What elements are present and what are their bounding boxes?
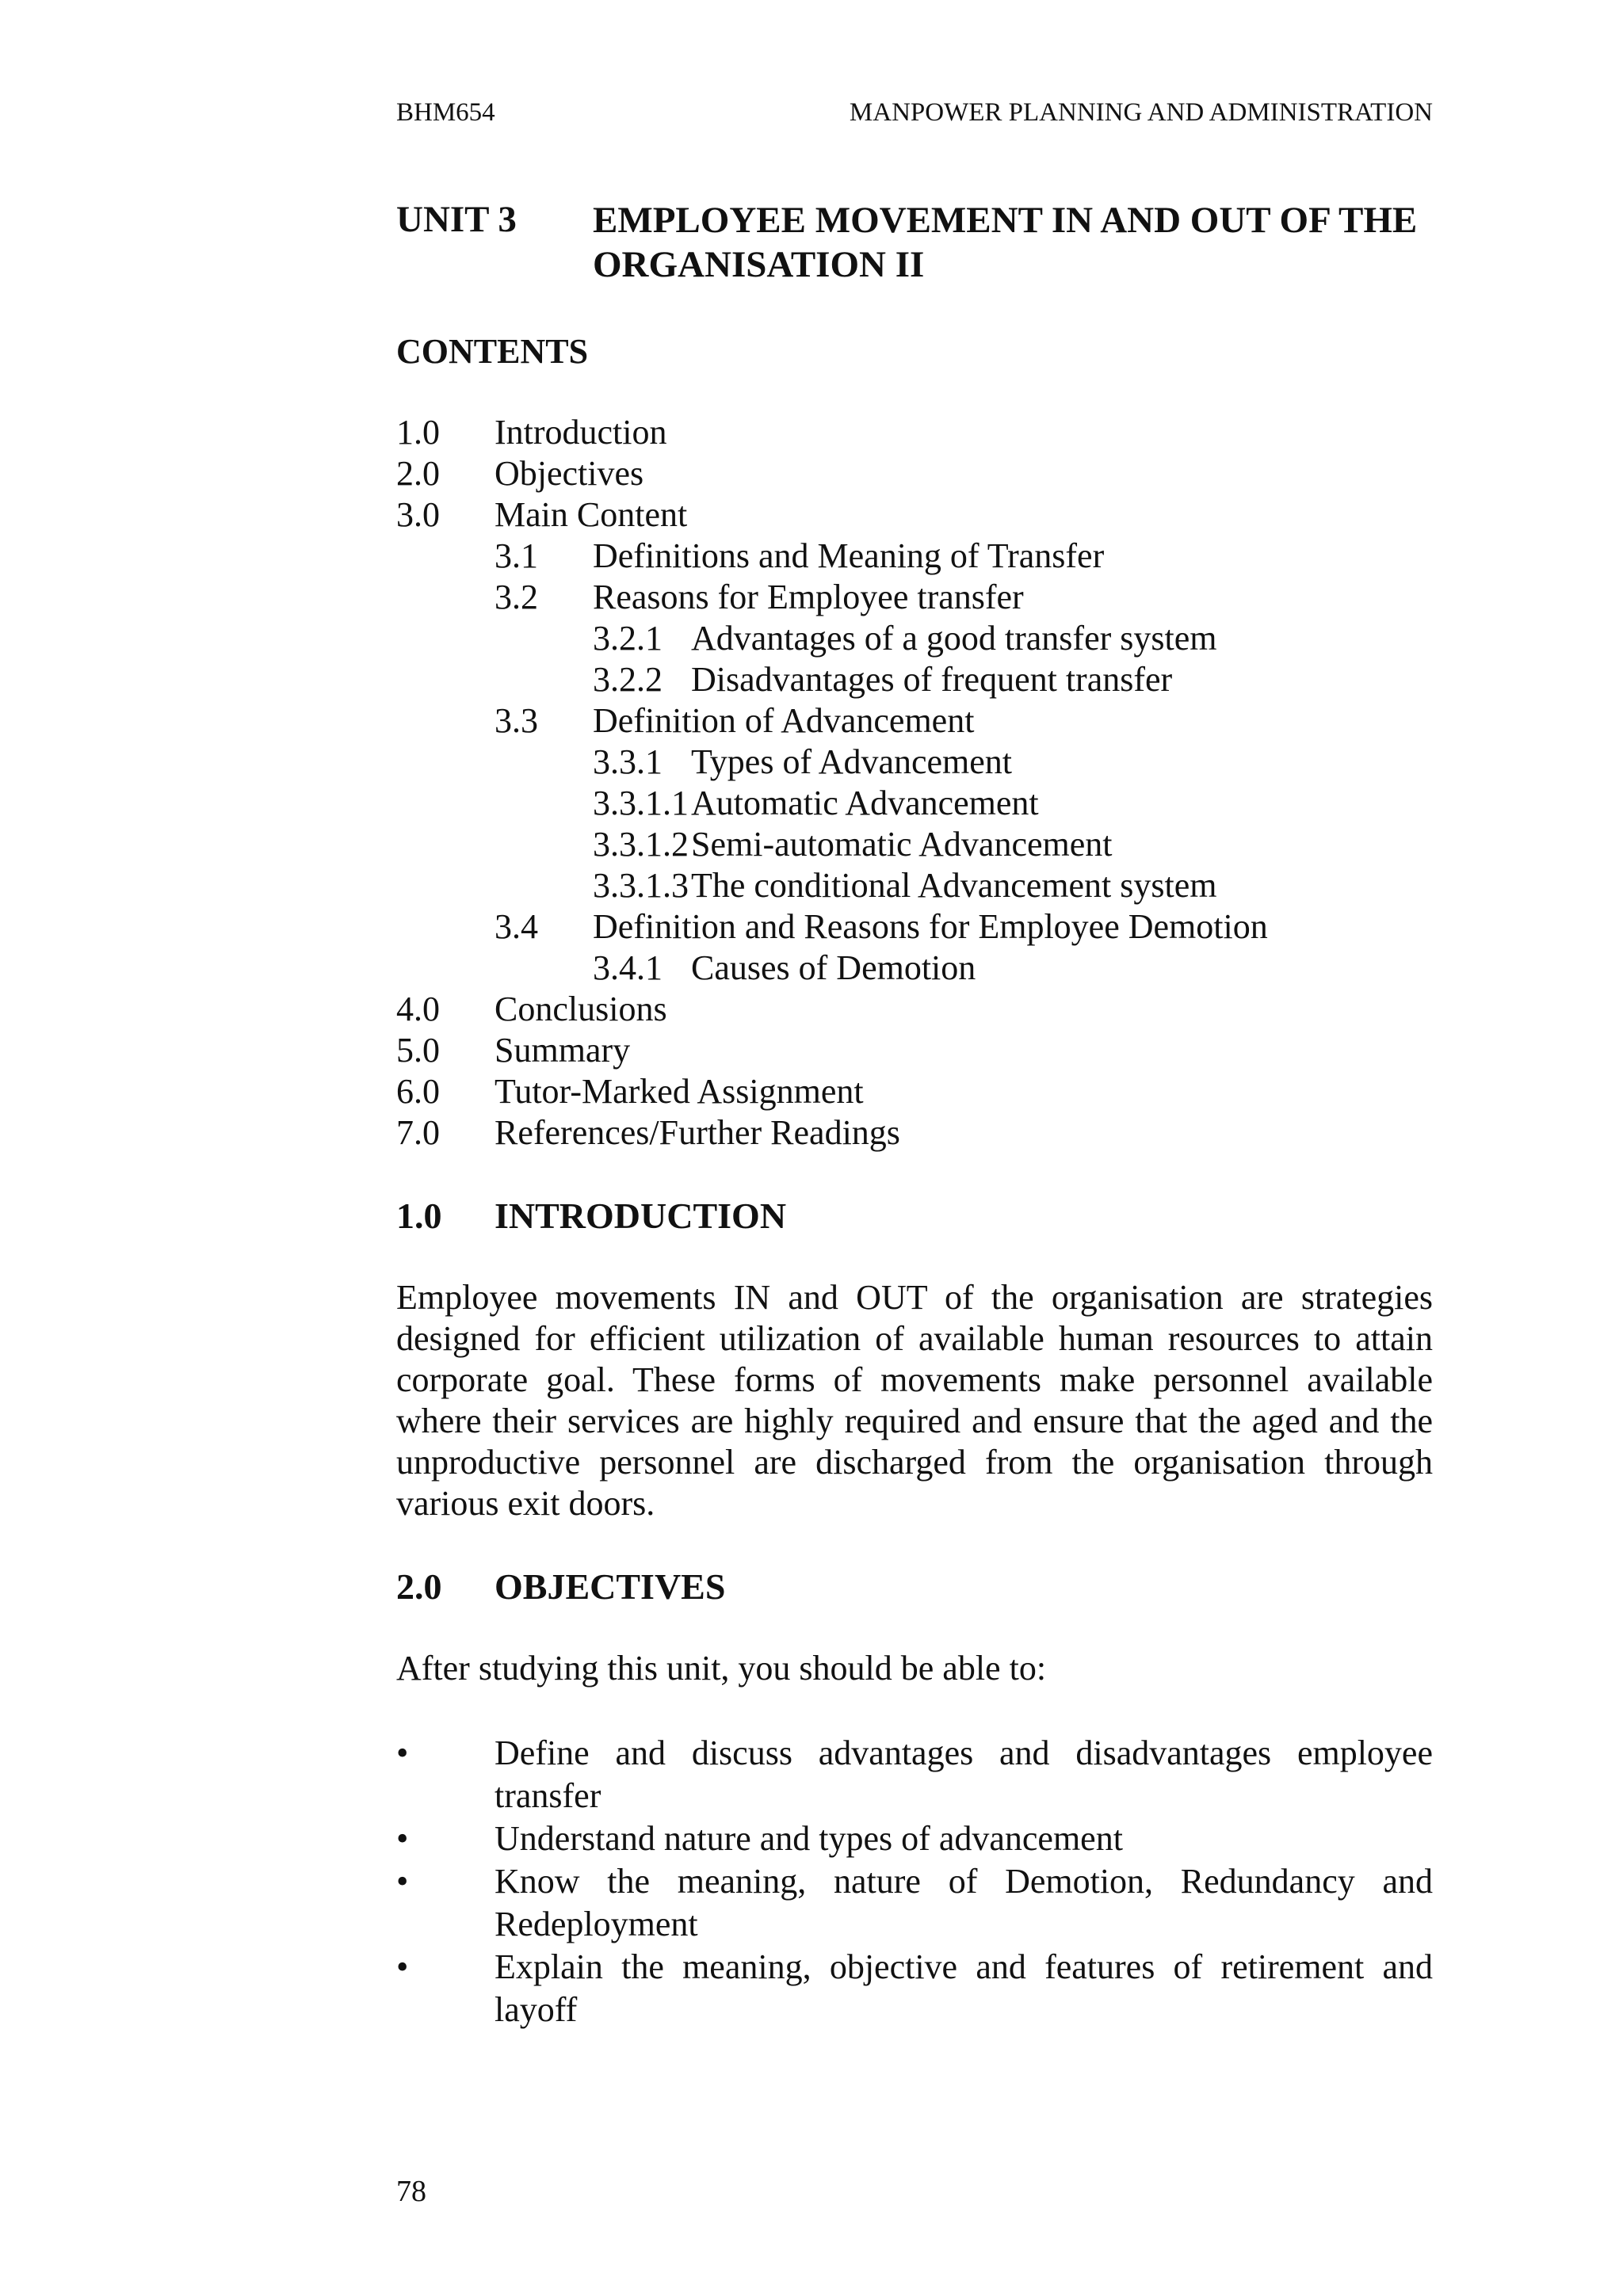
toc-item-label: Definition and Reasons for Employee Demotion bbox=[593, 907, 1268, 946]
objective-text: Explain the meaning, objective and features of retirement and layoff bbox=[495, 1947, 1433, 2029]
introduction-heading: INTRODUCTION bbox=[495, 1196, 787, 1236]
toc-item-number: 3.3.1 bbox=[593, 742, 663, 781]
objectives-lead: After studying this unit, you should be able to: bbox=[396, 1649, 1047, 1688]
objective-text: Define and discuss advantages and disadvantages employee transfer bbox=[495, 1733, 1433, 1815]
toc-item-number: 6.0 bbox=[396, 1072, 440, 1111]
toc-item-number: 3.3.1.1 bbox=[593, 784, 689, 822]
toc-item-number: 3.4 bbox=[495, 907, 538, 946]
running-header-course-code: BHM654 bbox=[396, 98, 495, 127]
bullet-icon: • bbox=[396, 1733, 409, 1772]
bullet-icon: • bbox=[396, 1819, 409, 1858]
toc-item-label: Advantages of a good transfer system bbox=[691, 619, 1217, 658]
toc-item-label: Semi-automatic Advancement bbox=[691, 825, 1113, 864]
toc-item-label: Conclusions bbox=[495, 990, 667, 1028]
objective-text: Know the meaning, nature of Demotion, Redundancy and Redeployment bbox=[495, 1862, 1433, 1943]
running-header-course-title: MANPOWER PLANNING AND ADMINISTRATION bbox=[849, 98, 1433, 127]
bullet-icon: • bbox=[396, 1862, 409, 1901]
objectives-number: 2.0 bbox=[396, 1566, 442, 1607]
introduction-paragraph: Employee movements IN and OUT of the organisation are strategies designed for efficient utilization of available human resources to attain corporate goal. These forms of movements make personnel available where their services are highly required and ensure that the aged and the unproductive personnel are discharged from the organisation through various exit doors. bbox=[396, 1278, 1433, 1523]
toc-item-label: Reasons for Employee transfer bbox=[593, 578, 1024, 616]
toc-item-number: 4.0 bbox=[396, 990, 440, 1028]
toc-item-label: The conditional Advancement system bbox=[691, 866, 1217, 905]
toc-item-number: 7.0 bbox=[396, 1113, 440, 1152]
toc-item-label: Automatic Advancement bbox=[691, 784, 1039, 822]
toc-item-label: Objectives bbox=[495, 454, 644, 493]
unit-number: UNIT 3 bbox=[396, 199, 517, 240]
toc-item-label: References/Further Readings bbox=[495, 1113, 900, 1152]
toc-item-number: 3.3.1.2 bbox=[593, 825, 689, 864]
toc-item-number: 3.2.2 bbox=[593, 660, 663, 699]
toc-item-label: Causes of Demotion bbox=[691, 948, 976, 987]
toc-item-number: 3.2 bbox=[495, 578, 538, 616]
page-number: 78 bbox=[396, 2175, 426, 2208]
toc-item-label: Tutor-Marked Assignment bbox=[495, 1072, 864, 1111]
toc-item-label: Introduction bbox=[495, 413, 667, 452]
toc-item-label: Summary bbox=[495, 1031, 631, 1070]
unit-title: EMPLOYEE MOVEMENT IN AND OUT OF THE ORGANISATION II bbox=[593, 200, 1418, 285]
toc-item-number: 3.2.1 bbox=[593, 619, 663, 658]
toc-item-label: Definition of Advancement bbox=[593, 701, 975, 740]
toc-item-label: Disadvantages of frequent transfer bbox=[691, 660, 1173, 699]
toc-item-number: 3.3 bbox=[495, 701, 538, 740]
toc-item-label: Main Content bbox=[495, 495, 688, 534]
contents-heading: CONTENTS bbox=[396, 332, 589, 371]
toc-item-number: 3.0 bbox=[396, 495, 440, 534]
toc-item-number: 2.0 bbox=[396, 454, 440, 493]
toc-item-label: Types of Advancement bbox=[691, 742, 1013, 781]
toc-item-number: 3.1 bbox=[495, 536, 538, 575]
objectives-heading: OBJECTIVES bbox=[495, 1566, 726, 1607]
bullet-icon: • bbox=[396, 1947, 409, 1986]
toc-item-label: Definitions and Meaning of Transfer bbox=[593, 536, 1105, 575]
toc-item-number: 5.0 bbox=[396, 1031, 440, 1070]
introduction-number: 1.0 bbox=[396, 1196, 442, 1236]
toc-item-number: 3.4.1 bbox=[593, 948, 663, 987]
toc-item-number: 1.0 bbox=[396, 413, 440, 452]
toc-item-number: 3.3.1.3 bbox=[593, 866, 689, 905]
objective-text: Understand nature and types of advancement bbox=[495, 1819, 1123, 1858]
